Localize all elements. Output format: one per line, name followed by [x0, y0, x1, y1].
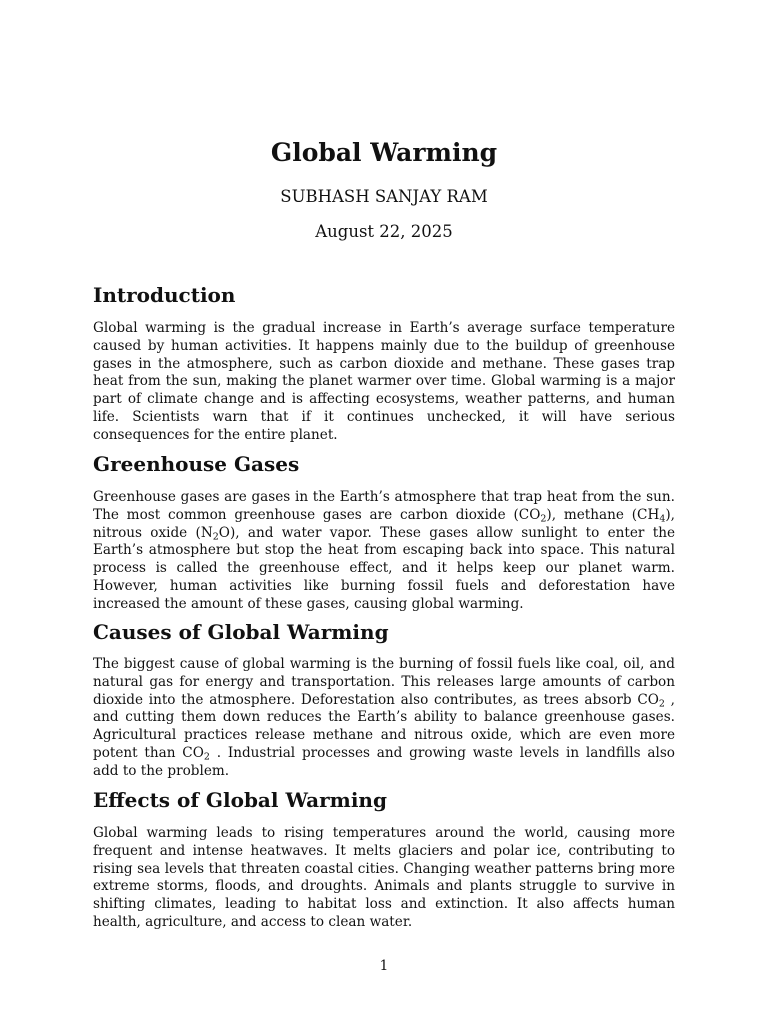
section-paragraph-introduction: Global warming is the gradual increase in Earth’s average surface temperature caused by human activities. It happens mainly due to the buildup of greenhouse gases in the atmosphere, such as carbon dioxide and methane. These gases trap heat from the sun, making the planet warmer over time. Global warming is a major part of climate change and is affecting ecosystems, weather patterns, and human life. Scientists warn that if it continues unchecked, it will have serious consequences for the entire planet. — [93, 320, 675, 443]
section-heading-effects: Effects of Global Warming — [93, 788, 387, 812]
text-run: O), and water vapor. These gases allow sunlight to enter the Earth’s atmosphere but stop the heat from escaping back into space. This natural process is called the greenhouse effect, and it helps keep our planet warm. However, human activities like burning fossil fuels and deforestation have increased the amount of these gases, causing global warming. — [93, 524, 675, 612]
section-heading-introduction: Introduction — [93, 283, 236, 307]
subscript: 2 — [540, 513, 547, 525]
text-run: ), methane (CH — [546, 506, 660, 523]
subscript: 4 — [659, 513, 666, 525]
subscript: 2 — [658, 697, 665, 709]
subscript: 2 — [212, 530, 219, 542]
text-run: ), nitrous oxide (N — [93, 506, 675, 541]
text-run: Greenhouse gases are gases in the Earth’s atmosphere that trap heat from the sun. The most common greenhouse gases are carbon dioxide (CO — [93, 489, 675, 523]
text-run: . Industrial processes and growing waste levels in landfills also add to the problem. — [93, 744, 675, 779]
document-author: SUBHASH SANJAY RAM — [280, 187, 488, 206]
section-paragraph-causes — [93, 656, 675, 781]
text-run: , and cutting them down reduces the Earth’s ability to balance greenhouse gases. Agricultural practices release methane and nitrous oxide, which are even more potent than CO — [93, 691, 675, 761]
document-title: Global Warming — [270, 138, 498, 167]
section-paragraph-greenhouse-gases — [93, 489, 675, 614]
page-number: 1 — [379, 958, 389, 974]
section-heading-causes: Causes of Global Warming — [93, 620, 389, 644]
section-heading-greenhouse-gases: Greenhouse Gases — [93, 452, 300, 476]
text-run: The biggest cause of global warming is the burning of fossil fuels like coal, oil, and natural gas for energy and transportation. This releases large amounts of carbon dioxide into the atmosphere. Deforestation also contributes, as trees absorb CO — [93, 656, 675, 708]
document-date: August 22, 2025 — [315, 222, 453, 241]
subscript: 2 — [203, 751, 210, 763]
section-paragraph-effects: Global warming leads to rising temperatures around the world, causing more frequent and intense heatwaves. It melts glaciers and polar ice, contributing to rising sea levels that threaten coastal cities. Changing weather patterns bring more extreme storms, floods, and droughts. Animals and plants struggle to survive in shifting climates, leading to habitat loss and extinction. It also affects human health, agriculture, and access to clean water. — [93, 825, 675, 930]
